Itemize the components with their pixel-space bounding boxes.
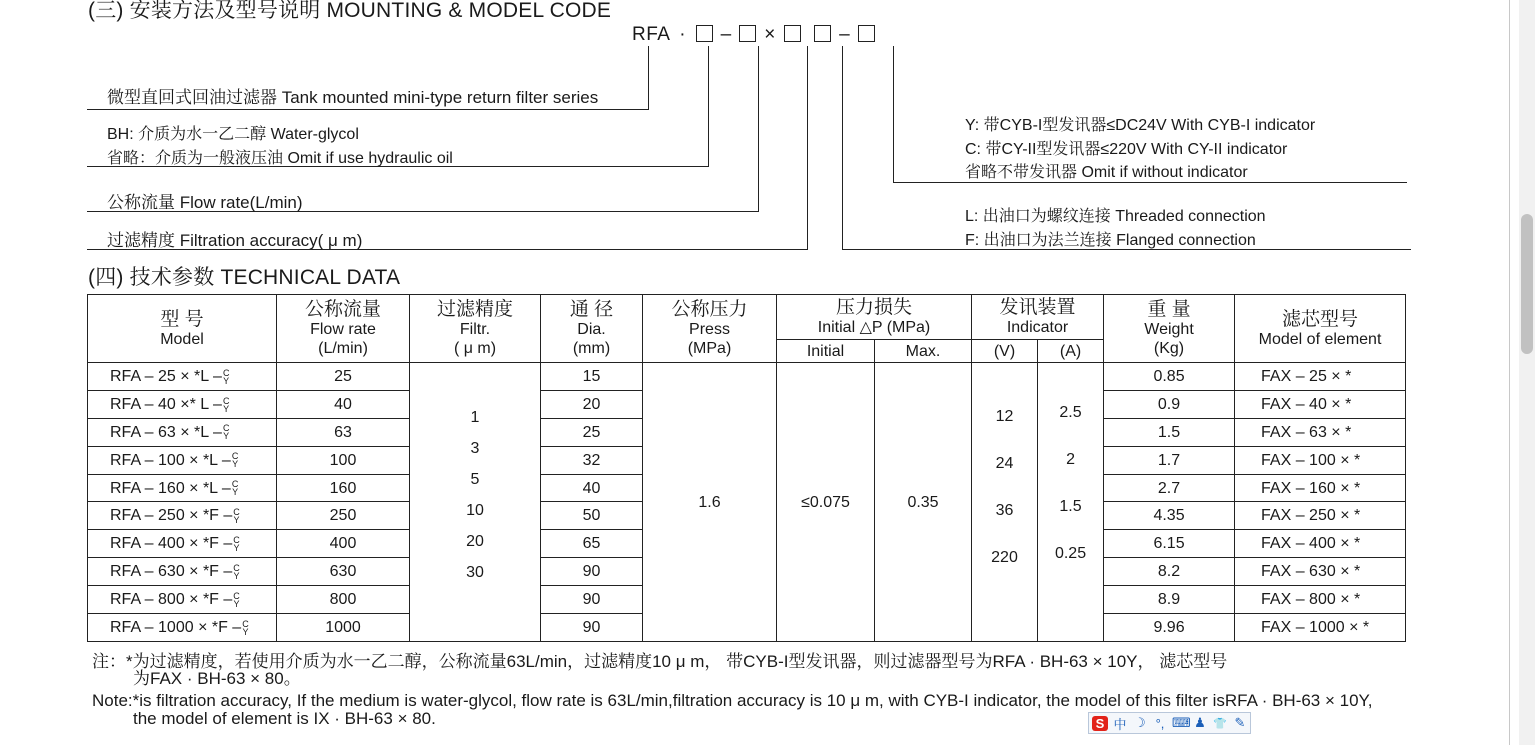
cell-weight: 6.15 [1104,530,1235,558]
cell-loss-max: 0.35 [875,363,972,642]
indicator-volt-value: 220 [991,549,1018,566]
filtration-value: 10 [466,502,484,519]
cell-model [88,363,277,391]
label-flow-rate: 公称流量 Flow rate(L/min) [107,193,303,212]
ime-punctuation-icon[interactable]: °, [1155,715,1165,731]
indicator-option-c: C [233,507,240,518]
cell-model [88,390,277,418]
cell-indicator-volts [972,363,1038,642]
ime-toolbar[interactable] [1088,712,1251,734]
label-indicator-y: Y: 带CYB-I型发讯器≤DC24V With CYB-I indicator [965,117,1316,134]
indicator-option-stack [233,592,240,608]
label-connection-threaded: L: 出油口为螺纹连接 Threaded connection [965,208,1266,225]
cell-flow: 63 [277,418,410,446]
cell-flow: 100 [277,446,410,474]
label-indicator-c: C: 带CY-II型发讯器≤220V With CY-II indicator [965,141,1288,158]
indicator-option-stack [232,480,239,496]
model-code-diagram [632,24,875,46]
indicator-volt-value: 36 [995,502,1014,519]
cell-weight: 9.96 [1104,614,1235,642]
indicator-option-c: C [233,590,240,601]
note-zh-line2: 为FAX · BH-63 × 80。 [133,669,301,688]
indicator-amp-value: 0.25 [1054,545,1087,562]
cell-diameter: 25 [541,418,643,446]
indicator-option-y: Y [232,459,239,470]
cell-element: FAX – 250 × * [1235,502,1406,530]
indicator-option-y: Y [232,487,239,498]
indicator-option-stack [233,508,240,524]
ime-user-icon[interactable]: ♟ [1194,715,1206,730]
cell-filtration-values [410,363,541,642]
label-medium-hydraulic: 省略：介质为一般液压油 Omit if use hydraulic oil [107,150,453,167]
cell-model [88,418,277,446]
indicator-option-stack [223,369,230,385]
cell-weight: 8.9 [1104,586,1235,614]
header-loss-initial: Initial [777,340,875,363]
cell-element: FAX – 25 × * [1235,363,1406,391]
table-row [88,363,1406,391]
cell-diameter: 40 [541,474,643,502]
indicator-option-c: C [222,367,230,378]
code-box-medium [696,25,713,42]
cell-diameter: 90 [541,614,643,642]
filtration-value: 30 [466,564,484,581]
header-indicator-volts: (V) [972,340,1038,363]
ime-moon-icon[interactable]: ☽ [1134,715,1146,730]
indicator-amp-value: 1.5 [1059,498,1082,515]
ime-language-toggle[interactable]: 中 [1113,716,1127,732]
cell-model [88,558,277,586]
code-dash-2: – [839,24,851,45]
indicator-option-stack [223,397,230,413]
note-en-line2: the model of element is IX · BH-63 × 80. [133,709,436,728]
label-indicator-none: 省略不带发讯器 Omit if without indicator [965,164,1248,181]
model-code-text: RFA – 100 × *L – [110,451,231,469]
cell-element: FAX – 160 × * [1235,474,1406,502]
indicator-option-stack [233,536,240,552]
label-medium-water-glycol: BH: 介质为水一乙二醇 Water-glycol [107,126,359,143]
indicator-option-c: C [231,479,239,490]
cell-diameter: 32 [541,446,643,474]
indicator-option-y: Y [233,543,240,554]
cell-diameter: 65 [541,530,643,558]
section-mounting-title: (三) 安装方法及型号说明 MOUNTING & MODEL CODE [88,0,612,22]
model-code-text: RFA – 25 × *L – [110,367,222,385]
header-loss-max: Max. [875,340,972,363]
indicator-amp-value: 2 [1066,451,1075,468]
note-zh-line1: 注：*为过滤精度，若使用介质为水一乙二醇，公称流量63L/min，过滤精度10 μ m， 带CYB-I型发讯器，则过滤器型号为RFA · BH-63 × 10Y， 滤芯型号 [92,652,1228,671]
code-box-connection [814,25,831,42]
header-weight: 重 量 Weight (Kg) [1104,295,1235,363]
connector-conn-v [842,46,843,250]
model-code-text: RFA – 40 ×* L – [110,395,222,413]
ime-keyboard-icon[interactable]: ⌨ [1172,715,1191,730]
indicator-option-stack [232,452,239,468]
code-times: × [764,24,776,45]
indicator-option-c: C [222,423,230,434]
cell-diameter: 50 [541,502,643,530]
indicator-option-c: C [242,618,249,629]
cell-indicator-amps [1038,363,1104,642]
cell-flow: 40 [277,390,410,418]
cell-model [88,502,277,530]
technical-data-table [87,294,1406,642]
model-code-text: RFA – 400 × *F – [110,535,233,553]
cell-element: FAX – 63 × * [1235,418,1406,446]
cell-element: FAX – 630 × * [1235,558,1406,586]
cell-diameter: 90 [541,586,643,614]
model-code-text: RFA – 160 × *L – [110,479,231,497]
connector-series-h [87,109,649,110]
indicator-option-y: Y [233,570,240,581]
cell-weight: 8.2 [1104,558,1235,586]
header-model: 型 号 Model [88,295,277,363]
connector-flow-v [758,46,759,212]
header-filtration: 过滤精度 Filtr. ( μ m) [410,295,541,363]
cell-element: FAX – 400 × * [1235,530,1406,558]
header-indicator-amps: (A) [1038,340,1104,363]
cell-element: FAX – 40 × * [1235,390,1406,418]
indicator-volt-value: 24 [995,455,1014,472]
code-box-indicator [858,25,875,42]
cell-model [88,586,277,614]
ime-tools-icon[interactable]: ✎ [1234,715,1246,730]
vertical-scrollbar-thumb[interactable] [1521,214,1533,354]
indicator-option-y: Y [223,431,230,442]
code-dash-1: – [720,24,732,45]
cell-element: FAX – 1000 × * [1235,614,1406,642]
section-technical-title: (四) 技术参数 TECHNICAL DATA [88,266,401,289]
ime-skin-icon[interactable]: 👕 [1213,717,1227,730]
connector-ind-h [893,182,1407,183]
code-dot: · [679,24,687,45]
cell-model [88,614,277,642]
filtration-value: 1 [470,409,480,426]
indicator-option-c: C [233,562,240,573]
connector-medium-v [708,46,709,167]
cell-element: FAX – 100 × * [1235,446,1406,474]
indicator-option-y: Y [233,515,240,526]
note-en-line1: Note:*is filtration accuracy, If the medium is water-glycol, flow rate is 63L/min,filtration accuracy is 10 μ m, with CYB-I indicator, the model of this filter isRFA · BH-63 × 10Y, [92,691,1373,710]
cell-flow: 800 [277,586,410,614]
vertical-scrollbar-track[interactable] [1519,0,1535,745]
cell-flow: 160 [277,474,410,502]
model-code-text: RFA – 800 × *F – [110,591,233,609]
cell-model [88,474,277,502]
label-filtration-accuracy: 过滤精度 Filtration accuracy( μ m) [107,231,363,250]
indicator-amp-value: 2.5 [1059,404,1082,421]
header-pressure: 公称压力 Press (MPa) [643,295,777,363]
code-box-filtration [784,25,801,42]
indicator-option-y: Y [242,626,249,637]
cell-diameter: 15 [541,363,643,391]
cell-flow: 400 [277,530,410,558]
header-flow: 公称流量 Flow rate (L/min) [277,295,410,363]
indicator-option-y: Y [223,375,230,386]
filtration-value: 3 [470,440,480,457]
cell-weight: 0.85 [1104,363,1235,391]
model-code-text: RFA – 250 × *F – [110,507,233,525]
header-element: 滤芯型号 Model of element [1235,295,1406,363]
cell-element: FAX – 800 × * [1235,586,1406,614]
page-edge-divider [1509,0,1510,745]
cell-weight: 4.35 [1104,502,1235,530]
indicator-option-y: Y [233,598,240,609]
connector-series-v [648,46,649,110]
cell-diameter: 90 [541,558,643,586]
cell-weight: 0.9 [1104,390,1235,418]
code-box-flow [739,25,756,42]
header-pressure-loss: 压力损失 Initial △P (MPa) [777,295,972,340]
cell-model [88,530,277,558]
connector-filtr-v [807,46,808,250]
code-prefix: RFA [632,24,670,45]
cell-weight: 2.7 [1104,474,1235,502]
label-connection-flanged: F: 出油口为法兰连接 Flanged connection [965,232,1256,249]
indicator-option-stack [233,564,240,580]
filtration-value: 20 [466,533,484,550]
cell-weight: 1.5 [1104,418,1235,446]
indicator-option-c: C [233,535,240,546]
cell-flow: 1000 [277,614,410,642]
cell-loss-initial: ≤0.075 [777,363,875,642]
model-code-text: RFA – 630 × *F – [110,563,233,581]
cell-flow: 630 [277,558,410,586]
filtration-value: 5 [470,471,480,488]
ime-logo-icon[interactable]: S [1092,716,1108,731]
cell-flow: 25 [277,363,410,391]
cell-pressure: 1.6 [643,363,777,642]
cell-weight: 1.7 [1104,446,1235,474]
header-indicator: 发讯装置 Indicator [972,295,1104,340]
header-diameter: 通 径 Dia. (mm) [541,295,643,363]
indicator-option-c: C [231,451,239,462]
model-code-text: RFA – 1000 × *F – [110,619,242,636]
indicator-option-y: Y [223,403,230,414]
cell-diameter: 20 [541,390,643,418]
indicator-option-stack [223,424,230,440]
indicator-option-stack [242,620,249,636]
cell-model [88,446,277,474]
cell-flow: 250 [277,502,410,530]
indicator-option-c: C [222,395,230,406]
indicator-volt-value: 12 [995,408,1014,425]
model-code-text: RFA – 63 × *L – [110,423,222,441]
label-series: 微型直回式回油过滤器 Tank mounted mini-type return filter series [107,88,599,107]
connector-ind-v [893,46,894,183]
